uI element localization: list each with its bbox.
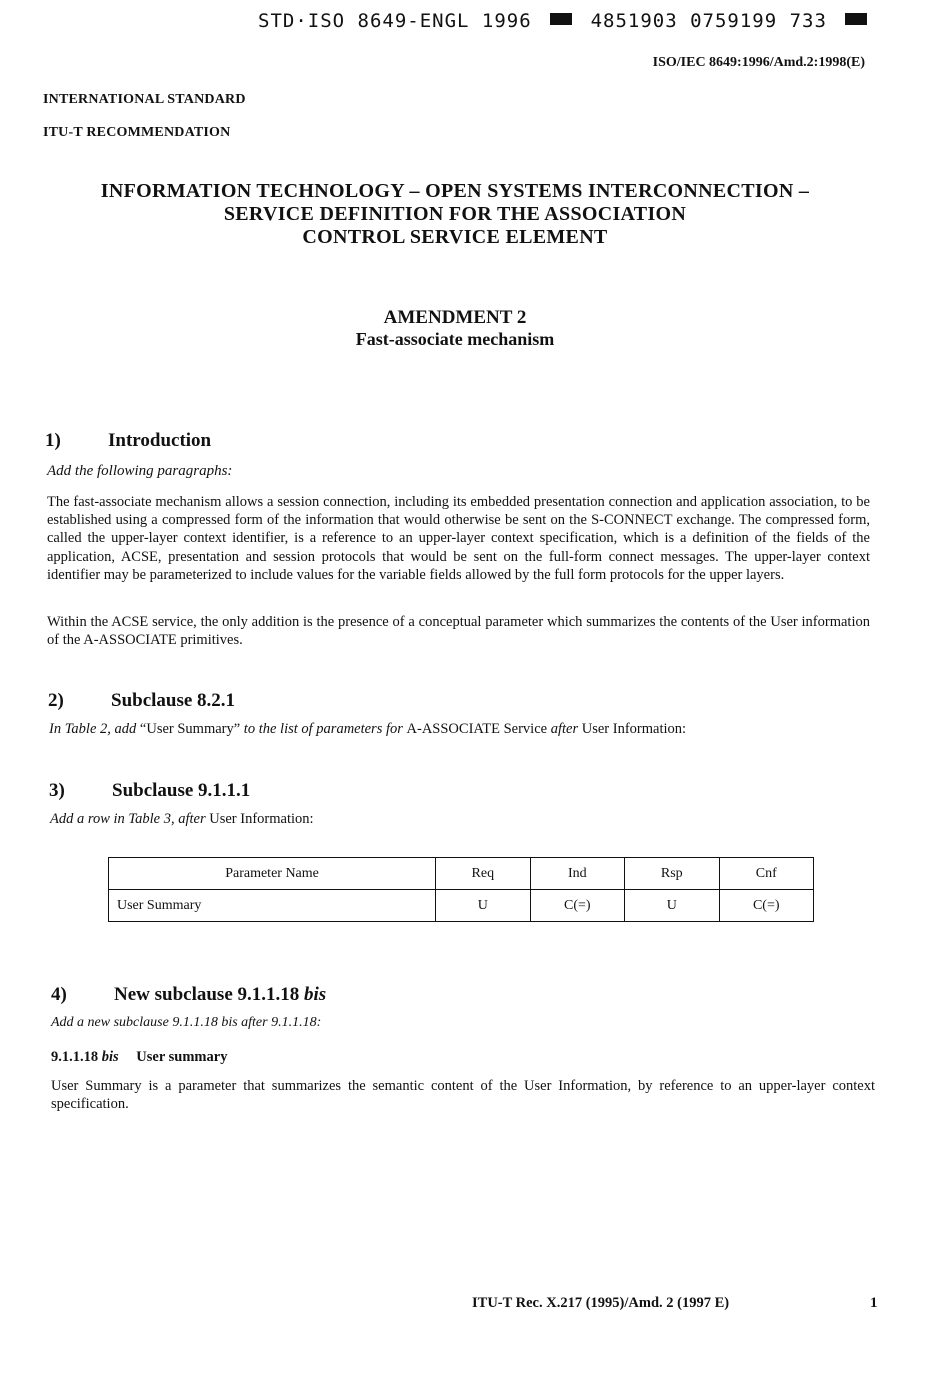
section-1-number: 1) (45, 430, 61, 451)
inst-part: A-ASSOCIATE Service (406, 721, 548, 737)
document-title (0, 180, 910, 249)
footer-recommendation: ITU-T Rec. X.217 (1995)/Amd. 2 (1997 E) (472, 1295, 730, 1311)
table-header-cell: Req (436, 858, 530, 890)
table-cell: U (625, 890, 719, 922)
inst-part: User Information: (581, 721, 687, 737)
section-2-title: Subclause 8.2.1 (111, 690, 236, 711)
inst-part: User Information: (209, 811, 314, 827)
inst-part: In Table 2, add (49, 721, 137, 737)
section-2-number: 2) (48, 690, 64, 711)
subclause-heading (51, 1049, 227, 1066)
table-header-cell: Rsp (625, 858, 719, 890)
subclause-number: 9.1.1.18 (51, 1049, 99, 1065)
section-4-instruction: Add a new subclause 9.1.1.18 bis after 9.1.1.18: (51, 1015, 322, 1030)
section-1-paragraph-2: Within the ACSE service, the only addition is the presence of a conceptual parameter which summarizes the contents of the User information of the A-ASSOCIATE primitives. (47, 614, 870, 649)
section-3-number: 3) (49, 780, 65, 801)
stamp-bar-mark (550, 13, 572, 25)
table-cell: C(=) (530, 890, 624, 922)
section-1-title: Introduction (108, 430, 212, 451)
table-row (109, 890, 814, 922)
document-id: ISO/IEC 8649:1996/Amd.2:1998(E) (652, 55, 865, 70)
section-1-instruction: Add the following paragraphs: (47, 463, 233, 479)
table-header-cell: Parameter Name (109, 858, 436, 890)
section-1-paragraph-1: The fast-associate mechanism allows a session connection, including its embedded presentation connection and application association, to be established using a compressed form of the information that would otherwise be sent on the S-CONNECT exchange. The compressed form, called the upper-layer context identifier, is a reference to an upper-layer context specification, which is a definition of the fields of the application, ACSE, presentation and session protocols that would be sent on the full-form connect messages. The upper-layer context identifier may be parameterized to include values for the variable fields allowed by the full form protocols for the upper layers. (47, 494, 870, 583)
inst-part: to the list of parameters for (243, 721, 403, 737)
title-line-2: SERVICE DEFINITION FOR THE ASSOCIATION (223, 203, 687, 225)
inst-part: Add a row in Table 3, after (50, 811, 206, 827)
title-part: bis (304, 984, 327, 1005)
subclause-bis: bis (101, 1049, 119, 1065)
stamp-left-code: STD·ISO 8649-ENGL 1996 (258, 10, 532, 32)
section-4-title (114, 984, 326, 1006)
standard-label: INTERNATIONAL STANDARD (43, 92, 246, 107)
title-line-1: INFORMATION TECHNOLOGY – OPEN SYSTEMS INTERCONNECTION – (100, 180, 810, 202)
table-cell: C(=) (719, 890, 814, 922)
inst-part: after (550, 721, 579, 737)
subclause-title: User summary (136, 1049, 228, 1065)
parameter-table (108, 857, 814, 922)
title-part: New subclause 9.1.1.18 (114, 984, 300, 1005)
section-4-paragraph: User Summary is a parameter that summarizes the semantic content of the User Information, by reference to an upper-layer context specification. (51, 1078, 875, 1113)
title-line-3: CONTROL SERVICE ELEMENT (302, 226, 608, 248)
document-stamp (258, 10, 873, 32)
table-cell: U (436, 890, 530, 922)
table-header-cell: Cnf (719, 858, 814, 890)
stamp-bar-mark-end (845, 13, 867, 25)
inst-part: “User Summary” (139, 721, 241, 737)
section-4-number: 4) (51, 984, 67, 1005)
section-2-instruction (49, 721, 686, 738)
section-3-title: Subclause 9.1.1.1 (112, 780, 251, 801)
recommendation-label: ITU-T RECOMMENDATION (43, 125, 231, 140)
table-header-cell: Ind (530, 858, 624, 890)
stamp-right-code: 4851903 0759199 733 (590, 10, 827, 32)
table-header-row (109, 858, 814, 890)
page-number: 1 (870, 1295, 878, 1311)
amendment-subtitle: Fast-associate mechanism (355, 329, 555, 349)
amendment-label: AMENDMENT 2 (383, 307, 527, 328)
section-3-instruction (50, 811, 314, 828)
table-cell: User Summary (109, 890, 436, 922)
